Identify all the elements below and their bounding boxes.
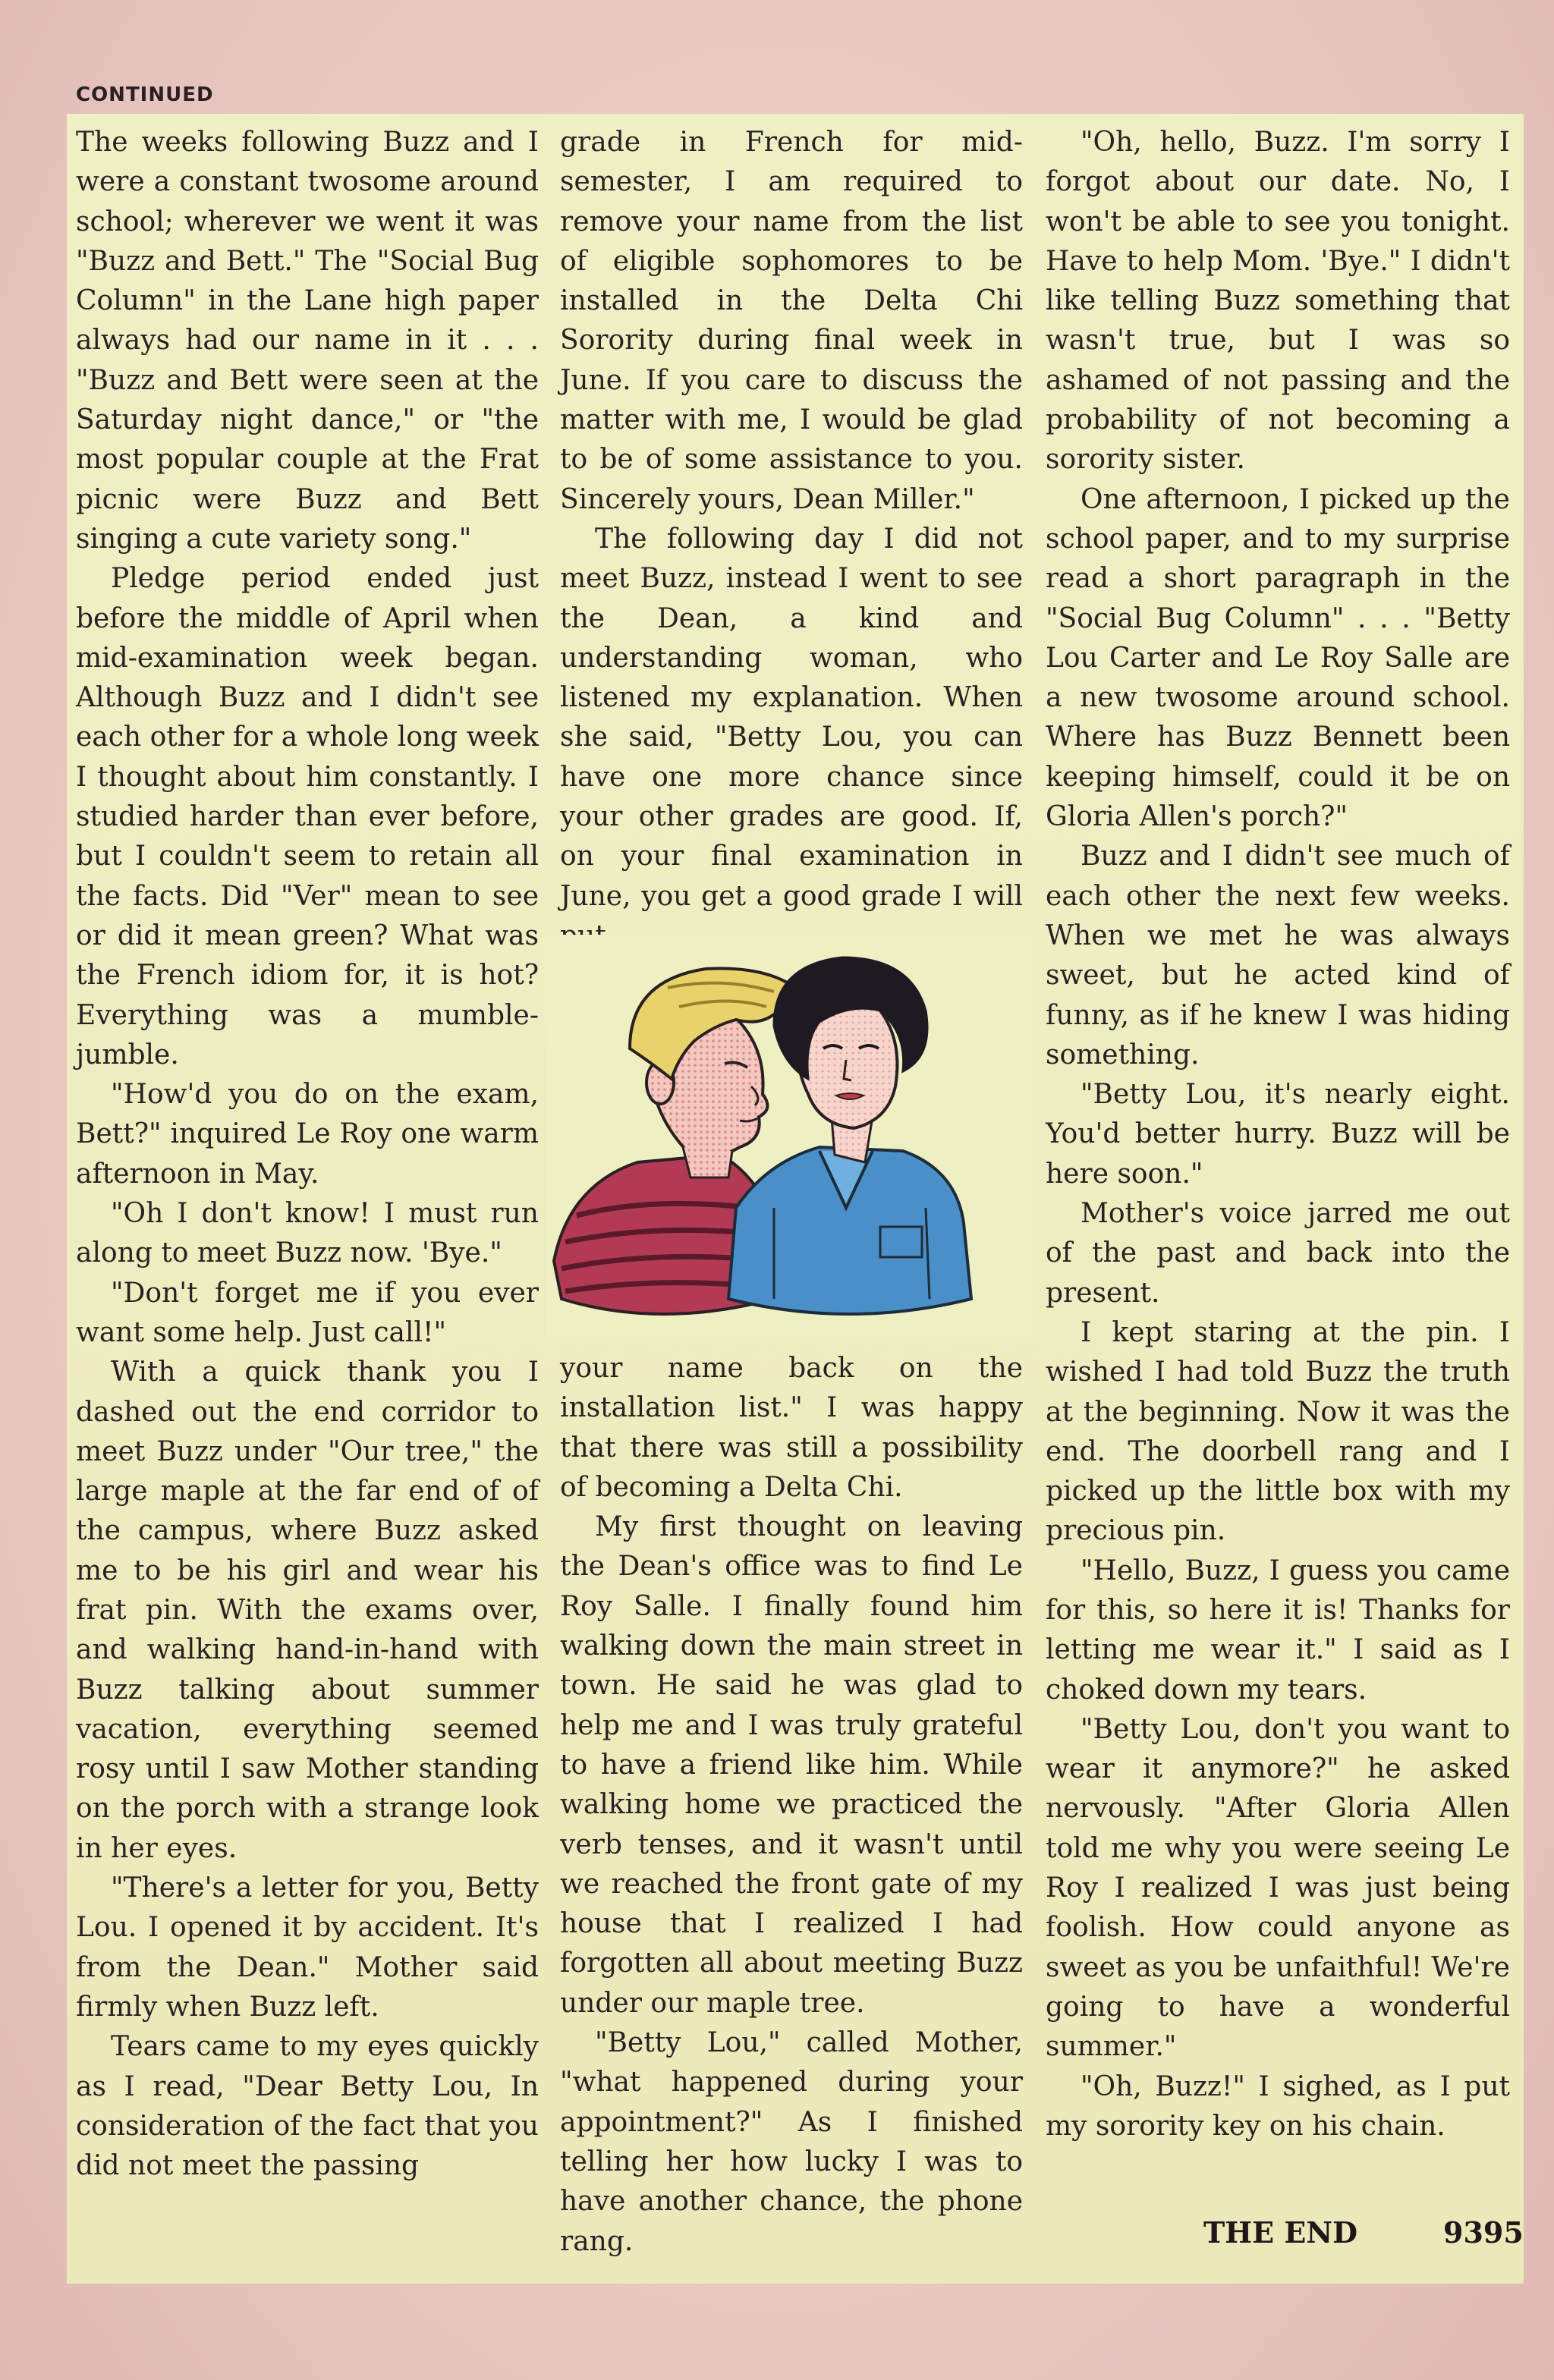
paragraph: "Hello, Buzz, I guess you came for this, so here it is! Thanks for letting me wear it." I said as I choked down my tears. <box>1046 1555 1510 1706</box>
paragraph: My first thought on leaving the Dean's office was to find Le Roy Salle. I finally found him walking down the main street in town. He said he was glad to help me and I was truly grateful to have a friend like him. While walking home we practiced the verb tenses, and it wasn't until we reached the front gate of my house that I realized I had forgotten all about meeting Buzz under our maple tree. <box>560 1511 1023 2019</box>
paragraph: "Betty Lou, it's nearly eight. You'd better hurry. Buzz will be here soon." <box>1046 1079 1510 1190</box>
paragraph: "Oh I don't know! I must run along to meet Buzz now. 'Bye." <box>76 1198 539 1269</box>
paragraph: "There's a letter for you, Betty Lou. I opened it by accident. It's from the Dean." Mother said firmly when Buzz left. <box>76 1872 539 2023</box>
paragraph: "Betty Lou," called Mother, "what happened during your appointment?" As I finished telling her how lucky I was to have another chance, the phone rang. <box>560 2027 1023 2257</box>
the-end-label: THE END <box>1203 2215 1358 2250</box>
paragraph: "How'd you do on the exam, Bett?" inquired Le Roy one warm afternoon in May. <box>76 1079 539 1190</box>
paragraph: One afternoon, I picked up the school paper, and to my surprise read a short paragraph in the "Social Bug Column" . . . "Betty Lou Carter and Le Roy Salle are a new twosome around school. Where has Buzz Bennett been keeping himself, could it be on Gloria Allen's porch?" <box>1046 483 1510 833</box>
paragraph: your name back on the installation list." I was happy that there was still a possibility of becoming a Delta Chi. <box>560 1353 1023 1503</box>
text-column-2-top <box>560 123 1023 956</box>
couple-illustration-svg <box>546 935 1032 1337</box>
couple-illustration <box>546 935 1032 1337</box>
paragraph: "Don't forget me if you ever want some help. Just call!" <box>76 1277 539 1348</box>
paragraph: "Betty Lou, don't you want to wear it anymore?" he asked nervously. "After Gloria Allen told me why you were seeing Le Roy I realized I was just being foolish. How could anyone as sweet as you be unfaithful! We're going to have a wonderful summer." <box>1046 1713 1510 2063</box>
text-column-1 <box>76 123 539 2186</box>
paragraph: Mother's voice jarred me out of the past and back into the present. <box>1046 1198 1510 1309</box>
paragraph: "Oh, hello, Buzz. I'm sorry I forgot about our date. No, I won't be able to see you tonight. Have to help Mom. 'Bye." I didn't like telling Buzz something that wasn't true, but I was so ashamed of not passing and the probability of not becoming a sorority sister. <box>1046 127 1510 476</box>
paragraph: I kept staring at the pin. I wished I had told Buzz the truth at the beginning. Now it was the end. The doorbell rang and I picked up the little box with my precious pin. <box>1046 1316 1510 1547</box>
text-column-3 <box>1046 123 1510 2146</box>
paragraph: The following day I did not meet Buzz, instead I went to see the Dean, a kind and understanding woman, who listened my explanation. When she said, "Betty Lou, you can have one more chance since your other grades are good. If, on your final examination in June, you get a good grade I will <box>560 523 1023 912</box>
page-code: 9395 <box>1443 2215 1524 2250</box>
paragraph: Pledge period ended just before the middle of April when mid-examination week began. Although Buzz and I didn't see each other for a whole long week I thought about him constantly. I studied harder than ever before, but I couldn't seem to retain all the facts. Did "Ver" mean to see or did it mean green? What was the French idiom for, it is hot? Everything was a mumble-jumble. <box>76 563 539 1071</box>
paragraph: "Oh, Buzz!" I sighed, as I put my sorority key on his chain. <box>1046 2070 1510 2142</box>
paragraph: grade in French for mid-semester, I am required to remove your name from the list of eligible sophomores to be installed in the Delta Chi Sorority during final week in June. If you care to discuss the matter with me, I would be glad to be of some assistance to you. Sincerely yours, Dean Miller." <box>560 127 1023 515</box>
paragraph: With a quick thank you I dashed out the end corridor to meet Buzz under "Our tree," the large maple at the far end of of the campus, where Buzz asked me to be his girl and wear his frat pin. With the exams over, and walking hand-in-hand with Buzz talking about summer vacation, everything seemed rosy until I saw Mother standing on the porch with a strange look in her eyes. <box>76 1357 539 1864</box>
paragraph: The weeks following Buzz and I were a constant twosome around school; wherever we went it was "Buzz and Bett." The "Social Bug Column" in the Lane high paper always had our name in it . . . "Buzz and Bett were seen at the Saturday night dance," or "the most popular couple at the Frat picnic were Buzz and Bett singing a cute variety song." <box>76 127 539 555</box>
paragraph: Buzz and I didn't see much of each other the next few weeks. When we met he was always sweet, but he acted kind of funny, as if he knew I was hiding something. <box>1046 841 1510 1071</box>
paragraph: Tears came to my eyes quickly as I read, "Dear Betty Lou, In consideration of the fact that you did not meet the passing <box>76 2031 539 2182</box>
text-column-2-bottom <box>560 1349 1023 2262</box>
continued-label: CONTINUED <box>76 83 214 106</box>
